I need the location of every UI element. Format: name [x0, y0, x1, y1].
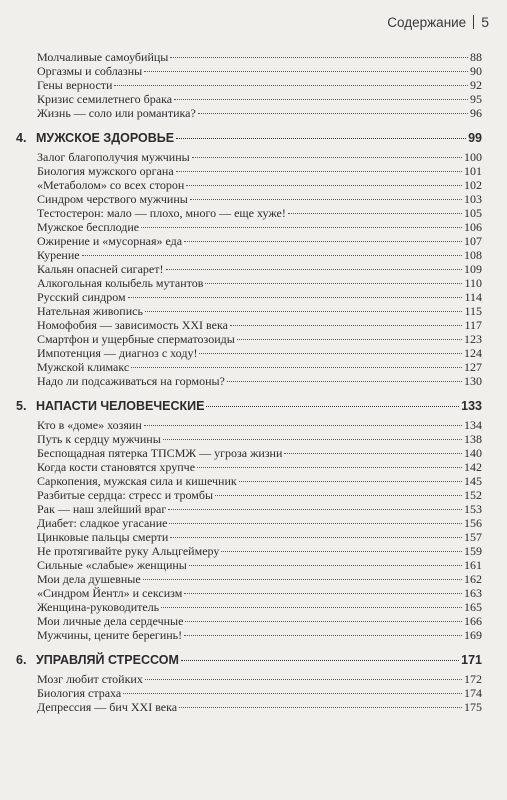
dot-leader [284, 453, 462, 454]
dot-leader [170, 57, 468, 58]
entry-title: Сильные «слабые» женщины [37, 558, 187, 572]
toc-entry [37, 178, 482, 192]
entry-title: «Метаболом» со всех сторон [37, 178, 185, 192]
entry-page: 115 [464, 304, 482, 318]
entry-title: Женщина-руководитель [37, 600, 160, 614]
dot-leader [82, 255, 462, 256]
entry-title: Гены верности [37, 78, 113, 92]
entry-title: Мозг любит стойких [37, 672, 143, 686]
entry-page: 124 [464, 346, 482, 360]
entry-page: 166 [464, 614, 482, 628]
dot-leader [145, 311, 463, 312]
entry-page: 109 [464, 262, 482, 276]
toc-entry [37, 516, 482, 530]
entry-page: 96 [470, 106, 482, 120]
dot-leader [186, 185, 462, 186]
entry-title: Русский синдром [37, 290, 126, 304]
chapter-number: 5. [16, 399, 27, 413]
toc-entry [37, 474, 482, 488]
entry-page: 92 [470, 78, 482, 92]
entry-title: Оргазмы и соблазны [37, 64, 143, 78]
entry-title: Молчаливые самоубийцы [37, 50, 169, 64]
entry-title: Цинковые пальцы смерти [37, 530, 169, 544]
entry-title: Путь к сердцу мужчины [37, 432, 161, 446]
entry-page: 101 [464, 164, 482, 178]
entry-title: Мои дела душевные [37, 572, 141, 586]
toc-entry [37, 460, 482, 474]
chapter-heading [16, 130, 482, 146]
toc-entry [37, 530, 482, 544]
entry-page: 130 [464, 374, 482, 388]
toc-entry [37, 700, 482, 714]
dot-leader [181, 660, 459, 661]
entry-page: 105 [464, 206, 482, 220]
dot-leader [169, 523, 462, 524]
toc-entry [37, 614, 482, 628]
entry-title: Мужское бесплодие [37, 220, 140, 234]
dot-leader [174, 99, 468, 100]
toc-entry [37, 50, 482, 64]
entry-page: 174 [464, 686, 482, 700]
dot-leader [189, 565, 462, 566]
toc-entry [37, 686, 482, 700]
dot-leader [184, 593, 462, 594]
dot-leader [190, 199, 462, 200]
entry-page: 145 [464, 474, 482, 488]
entry-page: 114 [464, 290, 482, 304]
toc-entry [37, 234, 482, 248]
toc-entry [37, 600, 482, 614]
entry-title: Алкогольная колыбель мутантов [37, 276, 204, 290]
dot-leader [176, 171, 462, 172]
toc-entry [37, 64, 482, 78]
entry-page: 90 [470, 64, 482, 78]
entry-page: 161 [464, 558, 482, 572]
dot-leader [230, 325, 463, 326]
table-of-contents [16, 50, 482, 714]
dot-leader [288, 213, 462, 214]
toc-entry [37, 318, 482, 332]
dot-leader [161, 607, 462, 608]
dot-leader [239, 481, 462, 482]
dot-leader [184, 635, 462, 636]
chapter-number: 4. [16, 131, 27, 145]
toc-entry [37, 346, 482, 360]
entry-page: 157 [464, 530, 482, 544]
toc-entry [37, 164, 482, 178]
dot-leader [206, 406, 459, 407]
dot-leader [205, 283, 462, 284]
entry-title: Залог благополучия мужчины [37, 150, 190, 164]
dot-leader [168, 509, 462, 510]
entry-title: Импотенция — диагноз с ходу! [37, 346, 198, 360]
toc-entry [37, 544, 482, 558]
entry-title: Жизнь — соло или романтика? [37, 106, 196, 120]
entry-title: Саркопения, мужская сила и кишечник [37, 474, 237, 488]
entry-page: 108 [464, 248, 482, 262]
chapter-title: УПРАВЛЯЙ СТРЕССОМ [36, 653, 179, 667]
toc-entry [37, 558, 482, 572]
entry-title: Биология мужского органа [37, 164, 174, 178]
toc-entry [37, 92, 482, 106]
dot-leader [198, 113, 468, 114]
entry-title: Когда кости становятся хрупче [37, 460, 196, 474]
entry-title: Депрессия — бич XXI века [37, 700, 178, 714]
entry-page: 165 [464, 600, 482, 614]
toc-entry [37, 276, 482, 290]
dot-leader [128, 297, 463, 298]
chapter-page: 133 [461, 399, 482, 413]
toc-entry [37, 192, 482, 206]
chapter-heading [16, 652, 482, 668]
entry-page: 106 [464, 220, 482, 234]
toc-entry [37, 150, 482, 164]
toc-entry [37, 206, 482, 220]
entry-page: 152 [464, 488, 482, 502]
toc-entry [37, 418, 482, 432]
toc-entry [37, 446, 482, 460]
dot-leader [141, 227, 462, 228]
dot-leader [197, 467, 462, 468]
chapter-number: 6. [16, 653, 27, 667]
entry-title: Мои личные дела сердечные [37, 614, 184, 628]
toc-entry [37, 586, 482, 600]
entry-page: 88 [470, 50, 482, 64]
entry-page: 103 [464, 192, 482, 206]
toc-entry [37, 488, 482, 502]
entry-page: 123 [464, 332, 482, 346]
dot-leader [143, 579, 462, 580]
entry-title: Нательная живопись [37, 304, 143, 318]
dot-leader [170, 537, 462, 538]
toc-entry [37, 262, 482, 276]
dot-leader [145, 679, 462, 680]
entry-title: Номофобия — зависимость XXI века [37, 318, 228, 332]
dot-leader [123, 693, 462, 694]
dot-leader [144, 425, 462, 426]
entry-page: 169 [464, 628, 482, 642]
entry-page: 110 [464, 276, 482, 290]
entry-page: 102 [464, 178, 482, 192]
entry-page: 142 [464, 460, 482, 474]
entry-title: Ожирение и «мусорная» еда [37, 234, 183, 248]
entry-title: Курение [37, 248, 80, 262]
entry-title: Смартфон и ущербные сперматозоиды [37, 332, 235, 346]
entry-title: Биология страха [37, 686, 122, 700]
dot-leader [166, 269, 463, 270]
header-divider [473, 15, 474, 29]
entry-title: Кто в «доме» хозяин [37, 418, 142, 432]
entry-title: Беспощадная пятерка ТПСМЖ — угроза жизни [37, 446, 283, 460]
chapter-title: НАПАСТИ ЧЕЛОВЕЧЕСКИЕ [36, 399, 205, 413]
chapter-page: 99 [468, 131, 482, 145]
toc-entry [37, 290, 482, 304]
entry-title: Разбитые сердца: стресс и тромбы [37, 488, 214, 502]
entry-title: Мужской климакс [37, 360, 130, 374]
dot-leader [179, 707, 462, 708]
entry-page: 162 [464, 572, 482, 586]
entry-title: Рак — наш злейший враг [37, 502, 167, 516]
header-page-number: 5 [481, 14, 489, 30]
toc-entry [37, 78, 482, 92]
entry-page: 172 [464, 672, 482, 686]
entry-title: Синдром черствого мужчины [37, 192, 188, 206]
header-section-title: Содержание [387, 14, 467, 30]
dot-leader [237, 339, 462, 340]
toc-entry [37, 672, 482, 686]
toc-entry [37, 220, 482, 234]
entry-page: 100 [464, 150, 482, 164]
entry-page: 127 [464, 360, 482, 374]
entry-page: 138 [464, 432, 482, 446]
entry-page: 159 [464, 544, 482, 558]
dot-leader [163, 439, 462, 440]
dot-leader [131, 367, 462, 368]
entry-title: Кризис семилетнего брака [37, 92, 173, 106]
toc-entry [37, 374, 482, 388]
dot-leader [227, 381, 462, 382]
dot-leader [184, 241, 462, 242]
entry-page: 134 [464, 418, 482, 432]
dot-leader [192, 157, 462, 158]
entry-title: «Синдром Йентл» и сексизм [37, 586, 183, 600]
chapter-title: МУЖСКОЕ ЗДОРОВЬЕ [36, 131, 175, 145]
dot-leader [215, 495, 462, 496]
dot-leader [114, 85, 468, 86]
entry-page: 175 [464, 700, 482, 714]
entry-title: Мужчины, цените берегинь! [37, 628, 183, 642]
chapter-page: 171 [461, 653, 482, 667]
dot-leader [185, 621, 462, 622]
entry-page: 156 [464, 516, 482, 530]
entry-title: Кальян опасней сигарет! [37, 262, 164, 276]
dot-leader [199, 353, 462, 354]
dot-leader [176, 138, 466, 139]
toc-entry [37, 106, 482, 120]
dot-leader [144, 71, 468, 72]
entry-page: 153 [464, 502, 482, 516]
entry-page: 117 [464, 318, 482, 332]
toc-entry [37, 360, 482, 374]
toc-entry [37, 432, 482, 446]
entry-title: Надо ли подсаживаться на гормоны? [37, 374, 225, 388]
toc-entry [37, 304, 482, 318]
toc-entry [37, 502, 482, 516]
toc-entry [37, 628, 482, 642]
entry-page: 163 [464, 586, 482, 600]
running-header [387, 14, 489, 30]
entry-page: 107 [464, 234, 482, 248]
dot-leader [221, 551, 462, 552]
toc-entry [37, 332, 482, 346]
entry-title: Тестостерон: мало — плохо, много — еще хуже! [37, 206, 286, 220]
entry-page: 95 [470, 92, 482, 106]
entry-title: Диабет: сладкое угасание [37, 516, 168, 530]
toc-entry [37, 572, 482, 586]
chapter-heading [16, 398, 482, 414]
entry-page: 140 [464, 446, 482, 460]
toc-entry [37, 248, 482, 262]
entry-title: Не протягивайте руку Альцгеймеру [37, 544, 220, 558]
